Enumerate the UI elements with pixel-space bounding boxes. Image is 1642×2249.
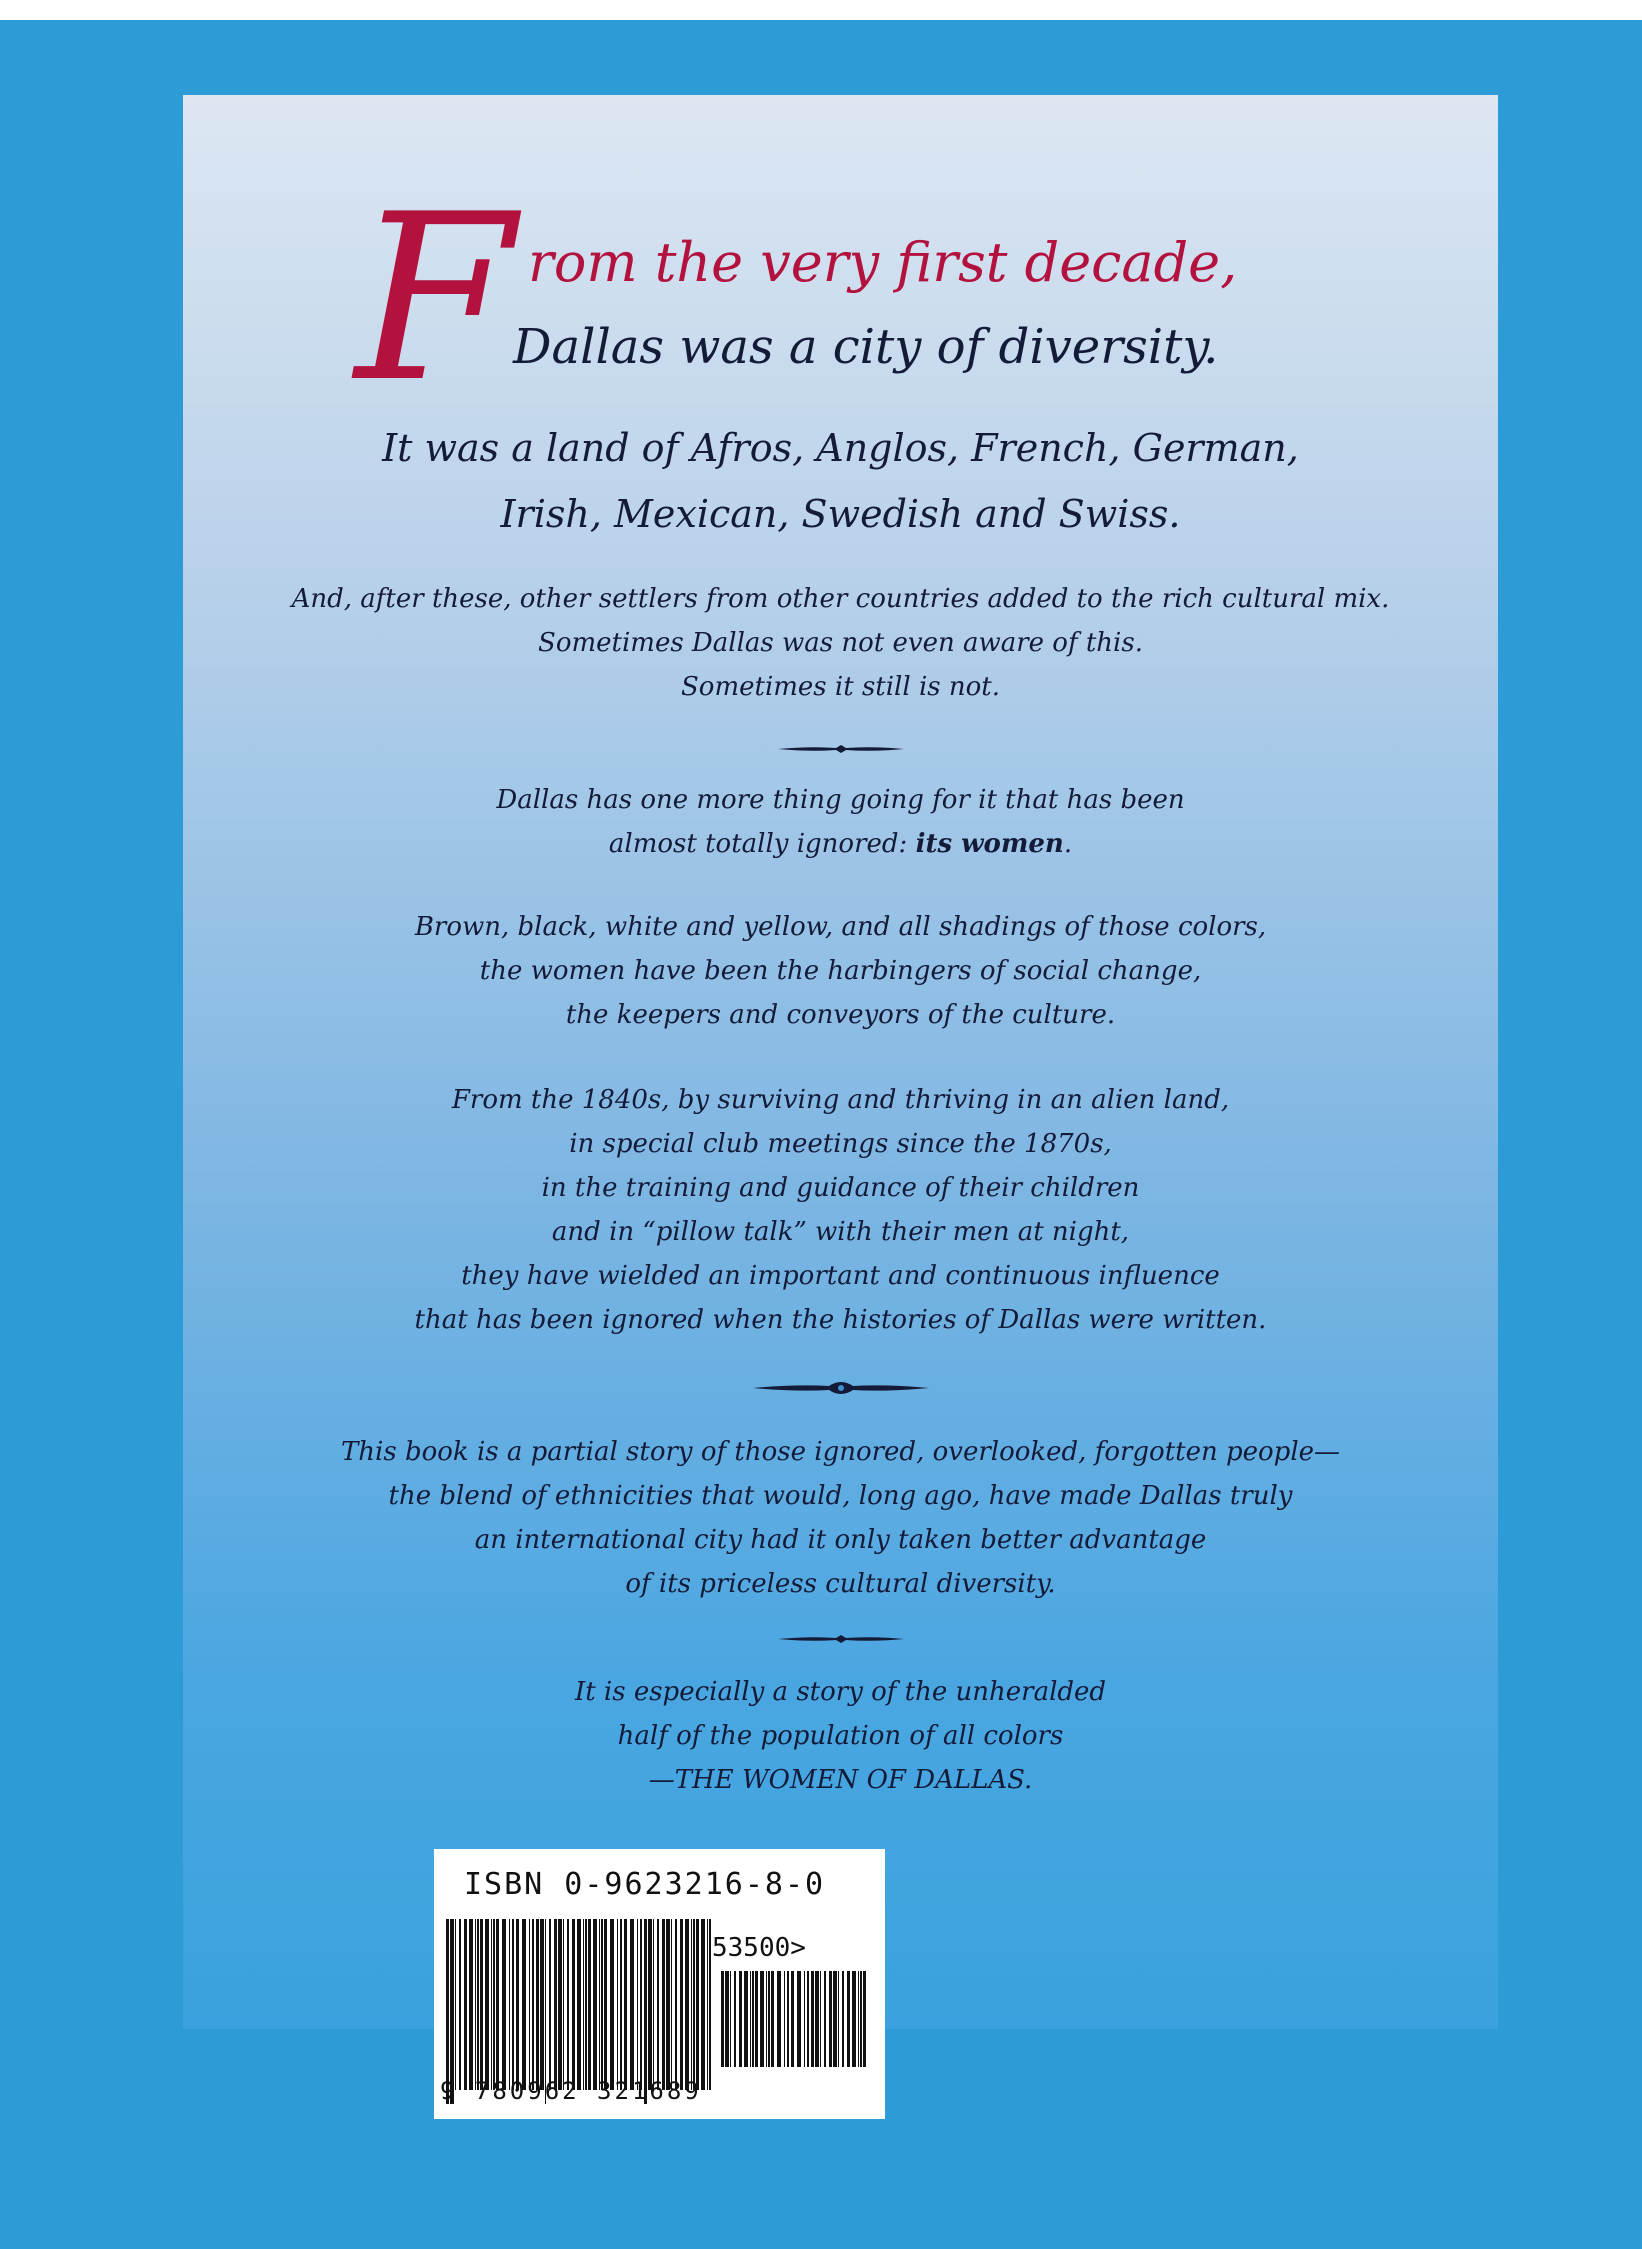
barcode-bar: [540, 1919, 544, 2090]
barcode-bar: [512, 1919, 514, 2090]
barcode-bar: [721, 1971, 724, 2067]
barcode-bar: [842, 1971, 844, 2067]
ornament-divider-large: [183, 1380, 1498, 1400]
barcode-bar: [829, 1971, 832, 2067]
barcode-bar: [696, 1919, 699, 2090]
barcode-bar: [815, 1971, 819, 2067]
intro-line-2: Dallas was a city of diversity.: [513, 319, 1219, 375]
back-cover: [0, 20, 1642, 2249]
barcode-bar: [824, 1971, 826, 2067]
settlers-line-3: Sometimes it still is not.: [681, 672, 1000, 702]
barcode-bar: [653, 1919, 654, 2090]
barcode-bar: [847, 1971, 850, 2067]
influence-line-2: in special club meetings since the 1870s,: [569, 1129, 1112, 1159]
barcode-bar: [797, 1971, 801, 2067]
influence-line-6: that has been ignored when the histories of Dallas were written.: [414, 1305, 1267, 1335]
barcode-bar: [709, 1919, 711, 2090]
barcode-bar: [516, 1919, 519, 2090]
barcode-bar: [766, 1971, 767, 2067]
barcode-bar: [755, 1971, 758, 2067]
barcode-bar: [675, 1919, 677, 2090]
land-line-1: It was a land of Afros, Anglos, French, German,: [382, 426, 1299, 470]
barcode-bar: [475, 1919, 476, 2090]
book-line-2: the blend of ethnicities that would, long ago, have made Dallas truly: [388, 1481, 1293, 1511]
barcode-bar: [791, 1971, 794, 2067]
barcode-bar: [725, 1971, 729, 2067]
barcode-bar: [610, 1919, 614, 2090]
influence-line-4: and in “pillow talk” with their men at night,: [551, 1217, 1130, 1247]
barcode-bar: [601, 1919, 603, 2090]
barcode-bar: [777, 1971, 781, 2067]
barcode-bar: [666, 1919, 670, 2090]
text-panel: [183, 95, 1498, 2029]
barcode-bar: [617, 1919, 618, 2090]
intro-line-1: rom the very first decade,: [528, 231, 1238, 294]
closing-line-3: —THE WOMEN OF DALLAS.: [648, 1765, 1033, 1795]
barcode-bar: [701, 1919, 705, 2090]
isbn-number: ISBN 0-9623216-8-0: [464, 1867, 826, 1902]
price-barcode: [719, 1971, 869, 2081]
ornament-divider-small: [183, 740, 1498, 759]
women-line-2-period: .: [1063, 829, 1073, 859]
barcode-bar: [739, 1971, 742, 2067]
barcode-bar: [768, 1971, 770, 2067]
barcode-bar: [833, 1971, 837, 2067]
barcode-bar: [522, 1919, 526, 2090]
drop-cap: F: [355, 166, 515, 433]
barcode-bar: [863, 1971, 866, 2067]
barcode-bar: [820, 1971, 821, 2067]
barcode-bar: [685, 1919, 689, 2090]
barcode-bar: [707, 1919, 708, 2090]
barcode-bar: [693, 1919, 695, 2090]
barcode-bar: [680, 1919, 683, 2090]
barcode-bar: [604, 1919, 607, 2090]
land-line-2: Irish, Mexican, Swedish and Swiss.: [500, 492, 1181, 536]
barcode-bar: [563, 1919, 564, 2090]
barcode-bar: [730, 1971, 731, 2067]
barcode-bar: [838, 1971, 839, 2067]
barcode-digits: 9 780962 321689: [440, 2077, 702, 2105]
barcode-bar: [662, 1919, 665, 2090]
barcode-bar: [509, 1919, 510, 2090]
barcode-bar: [620, 1919, 622, 2090]
barcode-bar: [760, 1971, 764, 2067]
price-code: 53500>: [712, 1933, 806, 1963]
barcode-bar: [464, 1919, 467, 2090]
barcode-bar: [536, 1919, 539, 2090]
women-line-1: Dallas has one more thing going for it that has been: [496, 785, 1185, 815]
barcode-bar: [691, 1919, 692, 2090]
barcode-bar: [480, 1919, 483, 2090]
barcode-bar: [549, 1919, 551, 2090]
colors-line-2: the women have been the harbingers of social change,: [479, 956, 1202, 986]
closing-line-2: half of the population of all colors: [617, 1721, 1064, 1751]
barcode-bar: [502, 1919, 506, 2090]
influence-line-1: From the 1840s, by surviving and thriving in an alien land,: [451, 1085, 1230, 1115]
isbn-barcode-label: [434, 1849, 885, 2119]
settlers-line-2: Sometimes Dallas was not even aware of this.: [538, 628, 1143, 658]
barcode-bar: [529, 1919, 530, 2090]
barcode-bar: [752, 1971, 754, 2067]
barcode-bar: [593, 1919, 597, 2090]
barcode-bar: [807, 1971, 809, 2067]
barcode-bar: [784, 1971, 785, 2067]
barcode-bar: [583, 1919, 584, 2090]
barcode-bar: [671, 1919, 672, 2090]
ornament-divider-bottom: [183, 1630, 1498, 1649]
barcode-bar: [787, 1971, 789, 2067]
barcode-bar: [469, 1919, 473, 2090]
barcode-bar: [852, 1971, 856, 2067]
barcode-bar: [558, 1919, 562, 2090]
settlers-line-1: And, after these, other settlers from other countries added to the rich cultural mix.: [291, 584, 1390, 614]
barcode-bar: [572, 1919, 575, 2090]
barcode-bar: [491, 1919, 492, 2090]
barcode-bar: [860, 1971, 862, 2067]
barcode-bar: [744, 1971, 748, 2067]
barcode-bar: [750, 1971, 751, 2067]
barcode-bar: [567, 1919, 569, 2090]
book-line-4: of its priceless cultural diversity.: [625, 1569, 1056, 1599]
barcode-bar: [734, 1971, 736, 2067]
barcode-bar: [496, 1919, 499, 2090]
barcode-bar: [858, 1971, 859, 2067]
barcode-bar: [532, 1919, 534, 2090]
barcode-bar: [485, 1919, 489, 2090]
book-line-1: This book is a partial story of those ignored, overlooked, forgotten people—: [340, 1437, 1341, 1467]
barcode-bar: [585, 1919, 587, 2090]
barcode-bar: [657, 1919, 659, 2090]
barcode-bar: [554, 1919, 557, 2090]
women-line-2: [183, 822, 1498, 866]
colors-line-3: the keepers and conveyors of the culture.: [565, 1000, 1116, 1030]
book-line-3: an international city had it only taken better advantage: [474, 1525, 1207, 1555]
barcode-bar: [459, 1919, 461, 2090]
influence-line-5: they have wielded an important and continuous influence: [461, 1261, 1220, 1291]
women-line-2-text: almost totally ignored:: [608, 829, 916, 859]
influence-line-3: in the training and guidance of their children: [541, 1173, 1140, 1203]
barcode-bar: [599, 1919, 600, 2090]
barcode-bar: [637, 1919, 638, 2090]
barcode-bar: [577, 1919, 581, 2090]
barcode-bar: [648, 1919, 652, 2090]
barcode-bar: [493, 1919, 495, 2090]
barcode-bar: [804, 1971, 805, 2067]
barcode-bar: [630, 1919, 634, 2090]
closing-line-1: It is especially a story of the unheralded: [574, 1677, 1107, 1707]
barcode-bar: [640, 1919, 642, 2090]
its-women-emphasis: its women: [915, 829, 1064, 859]
barcode-bar: [624, 1919, 627, 2090]
barcode-bar: [771, 1971, 774, 2067]
colors-line-1: Brown, black, white and yellow, and all shadings of those colors,: [414, 912, 1267, 942]
barcode-bar: [588, 1919, 591, 2090]
barcode-bar: [477, 1919, 479, 2090]
barcode-bar: [455, 1919, 456, 2090]
barcode-bar: [811, 1971, 814, 2067]
